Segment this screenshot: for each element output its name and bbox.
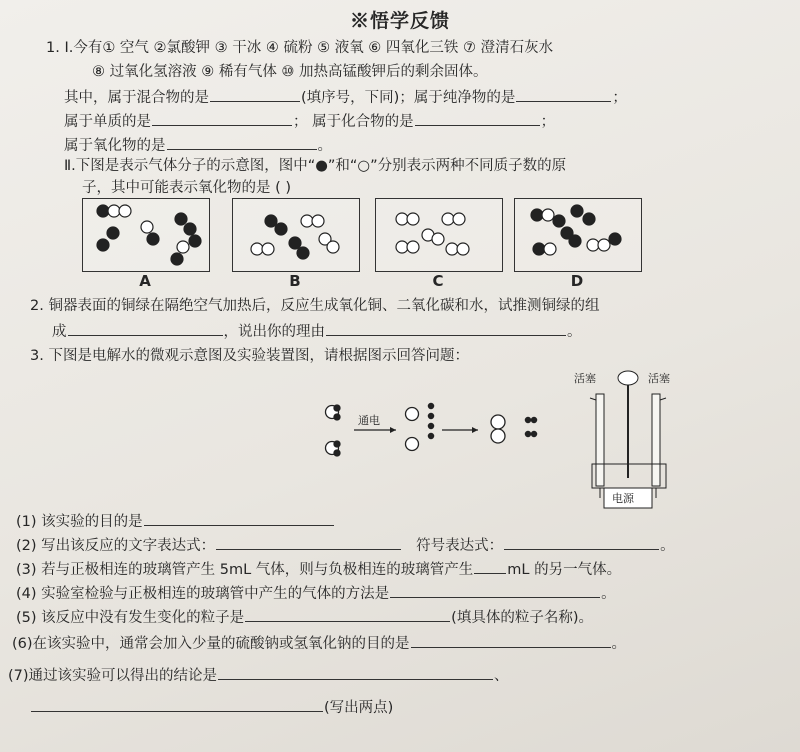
box-label-a: A — [139, 272, 151, 290]
q2-mid: ，说出你的理由 — [223, 324, 325, 340]
q3-sub3-prefix: (3) 若与正极相连的玻璃管产生 5mL 气体，则与负极相连的玻璃管产生 — [16, 562, 474, 578]
q3-sub6-end: 。 — [611, 636, 627, 652]
q3-sub1-prefix: (1) 该实验的目的是 — [16, 514, 143, 530]
q3-sub6 — [12, 632, 626, 654]
q1-intro-line1: 1. Ⅰ.今有① 空气 ②氯酸钾 ③ 干冰 ④ 硫粉 ⑤ 液氧 ⑥ 四氧化三铁 ⑦ 澄清石灰水 — [46, 40, 554, 56]
q3-sub7-end: 、 — [494, 668, 509, 684]
q3-sub2-symbol-blank[interactable] — [504, 534, 659, 550]
q2-reason-blank[interactable] — [326, 320, 566, 336]
q1-oxide-end: 。 — [317, 138, 332, 154]
molecule-box-b — [232, 198, 360, 272]
q3-sub5-prefix: (5) 该反应中没有发生变化的粒子是 — [16, 610, 245, 626]
q1-part2-line2: 子，其中可能表示氧化物的是 ( ) — [82, 180, 292, 196]
box-label-b: B — [289, 272, 301, 290]
q1-oxide-prefix: 属于氧化物的是 — [64, 138, 166, 154]
page-title: ※悟学反馈 — [349, 10, 450, 32]
molecule-box-a — [82, 198, 210, 272]
q3-sub2 — [16, 534, 675, 556]
electrolysis-apparatus — [568, 368, 698, 510]
q3-intro: 3. 下图是电解水的微观示意图及实验装置图，请根据图示回答问题： — [30, 348, 469, 364]
molecule-diagram-b — [233, 199, 359, 271]
q1-mixture-line — [64, 86, 627, 108]
q1-pure-blank[interactable] — [516, 86, 611, 102]
q3-sub1 — [16, 510, 335, 532]
q3-sub2-prefix: (2) 写出该反应的文字表达式： — [16, 538, 216, 554]
q1-mixture-prefix: 其中，属于混合物的是 — [64, 90, 209, 106]
q1-element-mid: ； 属于化合物的是 — [293, 114, 414, 130]
q3-sub3-blank[interactable] — [474, 558, 506, 574]
q2-prefix: 成 — [52, 324, 67, 340]
q3-sub2-word-blank[interactable] — [216, 534, 401, 550]
q1-element-end: ； — [540, 114, 556, 130]
q3-sub2-end: 。 — [660, 538, 675, 554]
q3-sub7-line2-end: (写出两点) — [324, 700, 394, 716]
q3-sub7-blank2[interactable] — [31, 696, 323, 712]
q1-oxide-line — [64, 134, 332, 156]
box-label-d: D — [570, 272, 584, 290]
q3-sub4 — [16, 582, 616, 604]
q3-sub4-blank[interactable] — [390, 582, 600, 598]
q1-element-blank[interactable] — [152, 110, 292, 126]
molecule-diagram-a — [83, 199, 209, 271]
q3-sub2-mid: 符号表达式： — [416, 538, 504, 554]
q3-sub3 — [16, 558, 621, 580]
q1-intro-line2: ⑧ 过氧化氢溶液 ⑨ 稀有气体 ⑩ 加热高锰酸钾后的剩余固体。 — [92, 64, 488, 80]
q3-sub6-prefix: (6)在该实验中，通常会加入少量的硫酸钠或氢氧化钠的目的是 — [12, 636, 410, 652]
q3-sub7 — [8, 664, 509, 686]
q3-sub4-end: 。 — [601, 586, 616, 602]
q1-compound-blank[interactable] — [415, 110, 540, 126]
q1-mixture-suffix: (填序号，下同)；属于纯净物的是 — [301, 90, 516, 106]
q3-sub6-blank[interactable] — [411, 632, 611, 648]
stopcock-left-label: 活塞 — [574, 372, 596, 385]
q3-sub7-prefix: (7)通过该实验可以得出的结论是 — [8, 668, 218, 684]
electrolysis-micro-diagram — [318, 400, 558, 464]
q1-part2-line1: Ⅱ.下图是表示气体分子的示意图，图中“●”和“○”分别表示两种不同质子数的原 — [64, 158, 567, 174]
q2-line2 — [52, 320, 582, 342]
molecule-box-c — [375, 198, 503, 272]
power-label: 电源 — [612, 492, 634, 505]
molecule-diagram-c — [376, 199, 502, 271]
molecule-box-d — [514, 198, 642, 272]
q2-end: 。 — [567, 324, 582, 340]
q3-sub1-blank[interactable] — [144, 510, 334, 526]
q3-sub4-prefix: (4) 实验室检验与正极相连的玻璃管中产生的气体的方法是 — [16, 586, 390, 602]
q3-sub5-blank[interactable] — [245, 606, 450, 622]
q3-sub3-end: mL 的另一气体。 — [507, 562, 622, 578]
molecule-diagram-d — [515, 199, 641, 271]
q3-sub7-line2 — [30, 696, 393, 718]
q3-sub5 — [16, 606, 593, 628]
arrow-label: 通电 — [358, 414, 380, 427]
q1-element-line — [64, 110, 555, 132]
q2-line1: 2. 铜器表面的铜绿在隔绝空气加热后，反应生成氧化铜、二氧化碳和水，试推测铜绿的组 — [30, 298, 600, 314]
q3-sub5-end: (填具体的粒子名称)。 — [451, 610, 593, 626]
q2-composition-blank[interactable] — [68, 320, 223, 336]
stopcock-right-label: 活塞 — [648, 372, 670, 385]
q3-sub7-blank1[interactable] — [218, 664, 493, 680]
q1-mixture-blank[interactable] — [210, 86, 300, 102]
box-label-c: C — [432, 272, 444, 290]
q1-mixture-end: ； — [612, 90, 627, 106]
q1-oxide-blank[interactable] — [167, 134, 317, 150]
q1-element-prefix: 属于单质的是 — [64, 114, 151, 130]
